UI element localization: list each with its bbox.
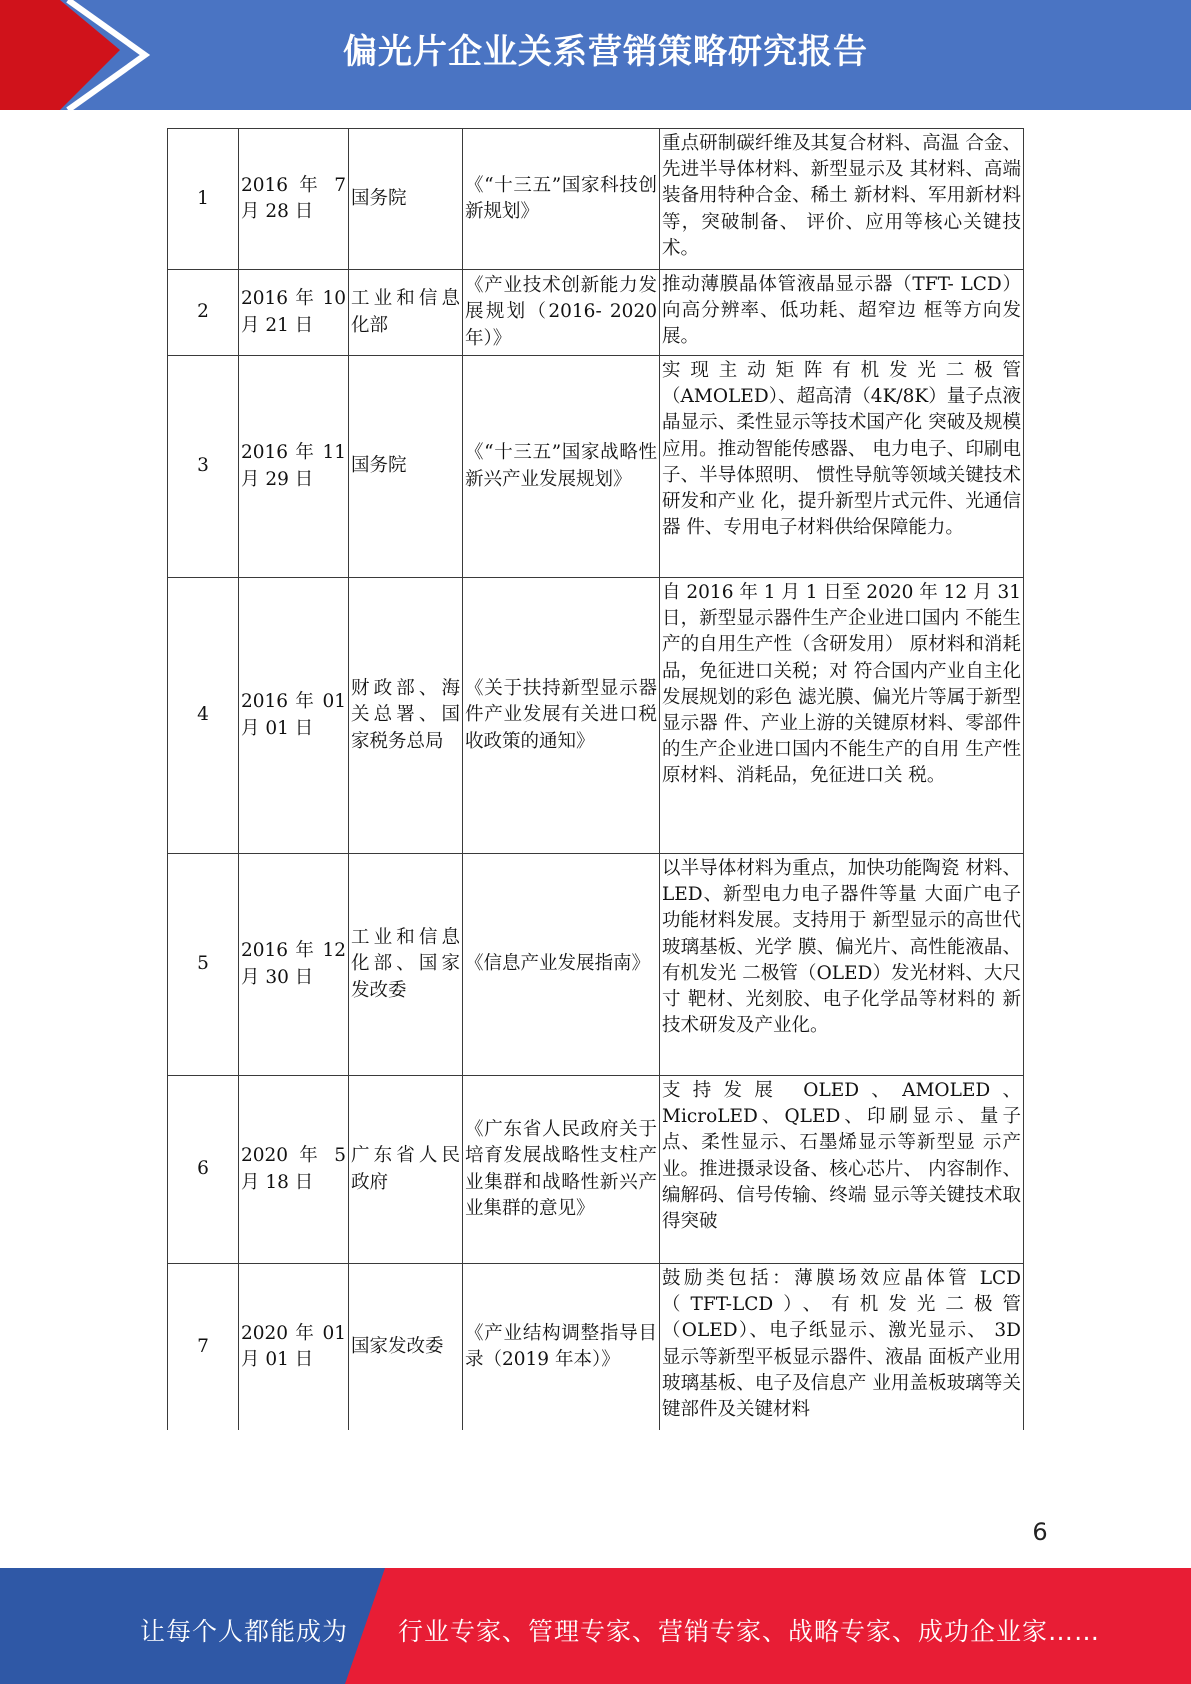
report-title: 偏光片企业关系营销策略研究报告 [343, 32, 868, 72]
row-department: 国家发改委 [349, 1264, 463, 1430]
row-date: 2020 年 01 月 01 日 [239, 1264, 349, 1430]
row-date: 2016 年 10 月 21 日 [239, 270, 349, 356]
row-number: 6 [168, 1076, 239, 1264]
row-policy-title: 《产业技术创新能力发展规划（2016- 2020 年）》 [463, 270, 660, 356]
table-row [168, 129, 1024, 270]
row-date: 2020 年 5 月 18 日 [239, 1076, 349, 1264]
row-policy-content: 以半导体材料为重点，加快功能陶瓷 材料、LED、新型电力电子器件等量 大面广电子功能材料发展。支持用于 新型显示的高世代玻璃基板、光学 膜、偏光片、高性能液晶、有机发光 二极管（OLED）发光材料、大尺寸 靶材、光刻胶、电子化学品等材料的 新技术研发及产业化。 [660, 854, 1024, 1076]
row-date: 2016 年 12 月 30 日 [239, 854, 349, 1076]
row-date: 2016 年 01 月 01 日 [239, 578, 349, 854]
row-date: 2016 年 11 月 29 日 [239, 356, 349, 578]
row-policy-title: 《产业结构调整指导目录（2019 年本）》 [463, 1264, 660, 1430]
page-number: 6 [1032, 1518, 1048, 1546]
row-number: 3 [168, 356, 239, 578]
table-row [168, 270, 1024, 356]
row-number: 7 [168, 1264, 239, 1430]
footer-slogan-right: 行业专家、管理专家、营销专家、战略专家、成功企业家…… [398, 1617, 1101, 1646]
table-row [168, 1264, 1024, 1430]
policy-table [167, 128, 1024, 1430]
row-policy-content: 自 2016 年 1 月 1 日至 2020 年 12 月 31 日，新型显示器件生产企业进口国内 不能生产的自用生产性（含研发用） 原材料和消耗品，免征进口关税；对 符合国内产业自主化发展规划的彩色 滤光膜、偏光片等属于新型显示器 件、产业上游的关键原材料、零部件 的生产企业进口国内不能生产的自用 生产性原材料、消耗品，免征进口关 税。 [660, 578, 1024, 854]
row-policy-content: 实现主动矩阵有机发光二极管（AMOLED）、超高清（4K/8K）量子点液晶显示、柔性显示等技术国产化 突破及规模应用。推动智能传感器、 电力电子、印刷电子、半导体照明、 惯性导航等领域关键技术研发和产业 化，提升新型片式元件、光通信器 件、专用电子材料供给保障能力。 [660, 356, 1024, 578]
row-policy-content: 鼓励类包括：薄膜场效应晶体管 LCD（TFT-LCD）、有机发光二极管（OLED）、电子纸显示、激光显示、 3D 显示等新型平板显示器件、液晶 面板产业用玻璃基板、电子及信息产 业用盖板玻璃等关键部件及关键材料 [660, 1264, 1024, 1430]
row-policy-title: 《信息产业发展指南》 [463, 854, 660, 1076]
row-department: 国务院 [349, 356, 463, 578]
table-row [168, 578, 1024, 854]
row-policy-title: 《“十三五”国家战略性新兴产业发展规划》 [463, 356, 660, 578]
row-date: 2016 年 7 月 28 日 [239, 129, 349, 270]
row-department: 财政部、海关总署、国家税务总局 [349, 578, 463, 854]
row-policy-content: 重点研制碳纤维及其复合材料、高温 合金、先进半导体材料、新型显示及 其材料、高端装备用特种合金、稀土 新材料、军用新材料等，突破制备、 评价、应用等核心关键技术。 [660, 129, 1024, 270]
row-number: 4 [168, 578, 239, 854]
row-department: 工业和信息化部 [349, 270, 463, 356]
row-department: 广东省人民政府 [349, 1076, 463, 1264]
table-row [168, 356, 1024, 578]
row-number: 5 [168, 854, 239, 1076]
row-number: 2 [168, 270, 239, 356]
row-policy-content: 支持发展 OLED、AMOLED、MicroLED、QLED、印刷显示、量子 点、柔性显示、石墨烯显示等新型显 示产业。推进摄录设备、核心芯片、 内容制作、编解码、信号传输、终端 显示等关键技术取得突破 [660, 1076, 1024, 1264]
row-policy-content: 推动薄膜晶体管液晶显示器（TFT- LCD）向高分辨率、低功耗、超窄边 框等方向发展。 [660, 270, 1024, 356]
footer-slogan-left: 让每个人都能成为 [140, 1617, 349, 1646]
table-row [168, 854, 1024, 1076]
row-department: 工业和信息化部、国家发改委 [349, 854, 463, 1076]
row-number: 1 [168, 129, 239, 270]
row-policy-title: 《“十三五”国家科技创新规划》 [463, 129, 660, 270]
row-department: 国务院 [349, 129, 463, 270]
row-policy-title: 《关于扶持新型显示器件产业发展有关进口税收政策的通知》 [463, 578, 660, 854]
row-policy-title: 《广东省人民政府关于培育发展战略性支柱产业集群和战略性新兴产业集群的意见》 [463, 1076, 660, 1264]
table-row [168, 1076, 1024, 1264]
page-header [0, 0, 1191, 110]
